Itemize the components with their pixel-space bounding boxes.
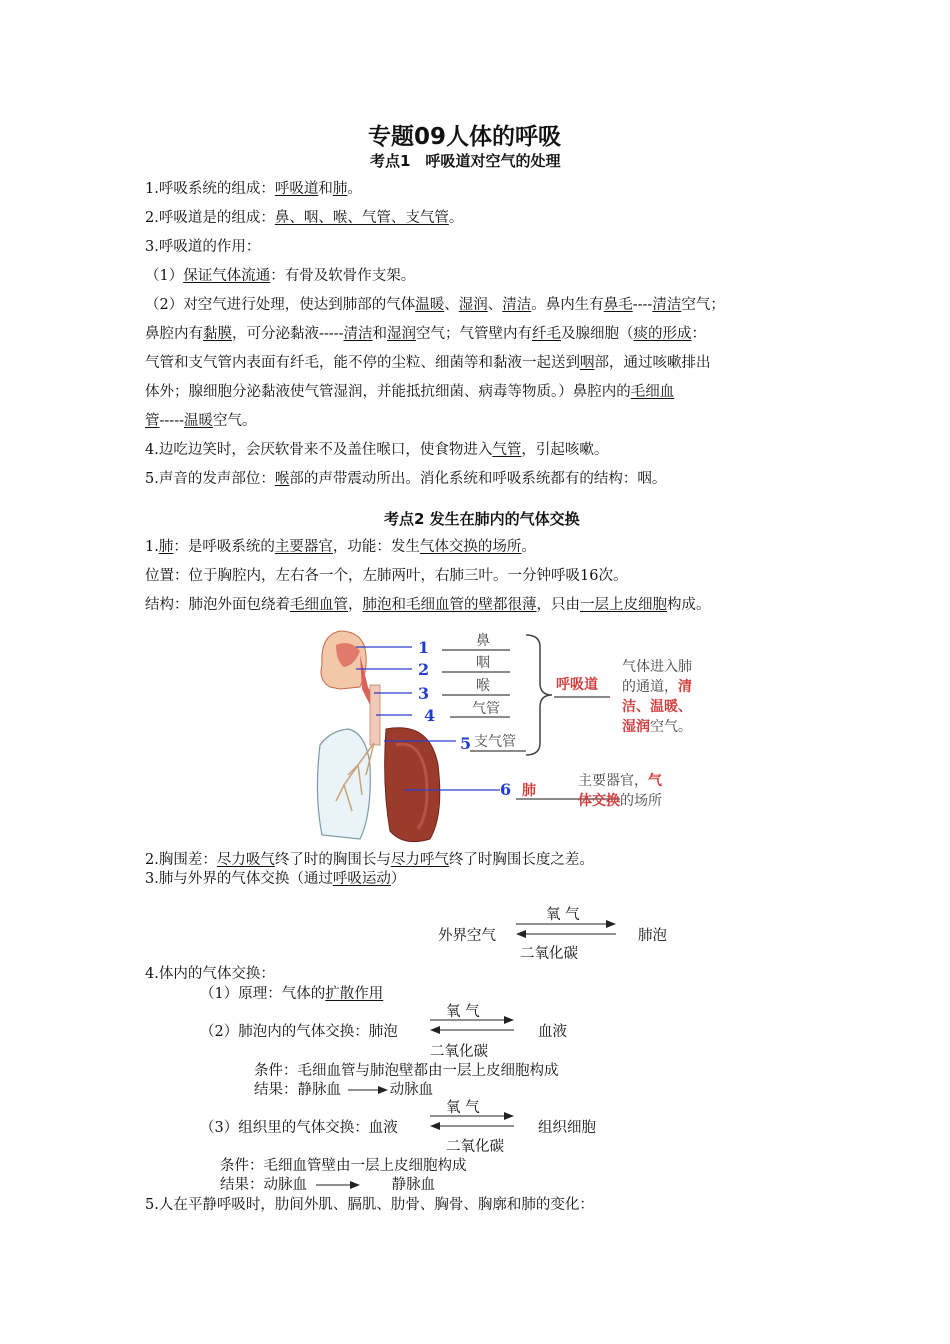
section2-heading: 考点2 发生在肺内的气体交换: [384, 510, 580, 528]
exchange1-arrows: [512, 918, 622, 940]
organ-label-trachea: 气管: [472, 701, 500, 717]
s2-item3: 3.肺与外界的气体交换（通过呼吸运动）: [145, 871, 406, 887]
respiratory-diagram: [300, 625, 720, 847]
s1-item2: 2.呼吸道是的组成：鼻、咽、喉、气管、支气管。: [145, 210, 464, 226]
result-arrow-icon: [312, 1180, 370, 1190]
result-arrow-icon: [346, 1085, 390, 1095]
diagram-number: 3: [418, 684, 430, 703]
exchange1-left: 外界空气: [438, 928, 496, 944]
s1-item1: 1.呼吸系统的组成：呼吸道和肺。: [145, 181, 362, 197]
s1-item3: 3.呼吸道的作用：: [145, 239, 261, 255]
diagram-number: 5: [460, 734, 472, 753]
exchange3-arrows: [426, 1110, 518, 1132]
s2-item5: 5.人在平静呼吸时，肋间外肌、膈肌、肋骨、胸骨、胸廓和肺的变化：: [145, 1197, 594, 1213]
diagram-number: 6: [500, 780, 512, 799]
s1-item3a: （1）保证气体流通：有骨及软骨作支架。: [145, 268, 416, 284]
tract-desc-line2: 的通道，清: [622, 679, 692, 695]
s2-structure: 结构：肺泡外面包绕着毛细血管，肺泡和毛细血管的壁都很薄，只由一层上皮细胞构成。: [145, 597, 711, 613]
exchange3-top: 氧 气: [446, 1100, 480, 1116]
exchange1-bottom: 二氧化碳: [520, 946, 578, 962]
s1-item3b-line1: （2）对空气进行处理，使达到肺部的气体温暖、湿润、清洁。鼻内生有鼻毛----清洁空气；: [145, 297, 725, 313]
exchange2-condition: 条件：毛细血管与肺泡壁都由一层上皮细胞构成: [254, 1063, 559, 1079]
organ-label-larynx: 喉: [476, 678, 490, 694]
tract-label: 呼吸道: [556, 677, 598, 693]
diagram-number: 4: [424, 706, 436, 725]
s2-item2: 2.胸围差：尽力吸气终了时的胸围长与尽力呼气终了时胸围长度之差。: [145, 852, 594, 868]
s1-item5: 5.声音的发声部位：喉部的声带震动所出。消化系统和呼吸系统都有的结构：咽。: [145, 471, 667, 487]
exchange3-right: 组织细胞: [538, 1120, 596, 1136]
s2-position: 位置：位于胸腔内，左右各一个，左肺两叶，右肺三叶。一分钟呼吸16次。: [145, 568, 628, 584]
page-title: 专题09人体的呼吸: [368, 124, 562, 150]
s1-item4: 4.边吃边笑时，会厌软骨来不及盖住喉口，使食物进入气管，引起咳嗽。: [145, 442, 609, 458]
s1-item3b-line3: 气管和支气管内表面有纤毛，能不停的尘粒、细菌等和黏液一起送到咽部，通过咳嗽排出: [145, 355, 711, 371]
exchange2-arrows: [426, 1014, 518, 1036]
exchange3-result: 结果：动脉血 静脉血: [220, 1177, 436, 1193]
exchange3-left: （3）组织里的气体交换：血液: [200, 1120, 398, 1136]
exchange2-left: （2）肺泡内的气体交换：肺泡: [200, 1024, 398, 1040]
exchange2-top: 氧 气: [446, 1004, 480, 1020]
s2-item4a: （1）原理：气体的扩散作用: [200, 986, 384, 1002]
s1-item3b-line5: 管-----温暖空气。: [145, 413, 257, 429]
organ-label-pharynx: 咽: [476, 655, 490, 671]
s2-item1: 1.肺：是呼吸系统的主要器官，功能：发生气体交换的场所。: [145, 539, 536, 555]
lung-desc-line2: 体交换的场所: [578, 793, 662, 809]
exchange3-bottom: 二氧化碳: [446, 1139, 504, 1155]
section1-heading: 考点1 呼吸道对空气的处理: [370, 152, 561, 170]
diagram-number: 2: [418, 660, 430, 679]
tract-desc-line4: 湿润空气。: [622, 719, 692, 735]
organ-label-nose: 鼻: [476, 633, 490, 649]
exchange3-condition: 条件：毛细血管壁由一层上皮细胞构成: [220, 1158, 467, 1174]
tract-desc-line1: 气体进入肺: [622, 659, 692, 675]
tract-desc-line3: 洁、温暖、: [622, 699, 692, 715]
diagram-number: 1: [418, 638, 430, 657]
organ-label-bronchus: 支气管: [474, 734, 516, 750]
s2-item4: 4.体内的气体交换：: [145, 966, 275, 982]
exchange1-right: 肺泡: [638, 928, 667, 944]
exchange1-top: 氧 气: [546, 907, 580, 923]
exchange2-bottom: 二氧化碳: [430, 1044, 488, 1060]
s1-item3b-line2: 鼻腔内有黏膜，可分泌黏液-----清洁和湿润空气；气管壁内有纤毛及腺细胞（痰的形成：: [145, 326, 706, 342]
exchange2-right: 血液: [538, 1024, 567, 1040]
exchange2-result: 结果：静脉血 动脉血: [254, 1082, 434, 1098]
lung-desc-line1: 主要器官，气: [578, 773, 662, 789]
lung-label: 肺: [522, 783, 536, 799]
s1-item3b-line4: 体外；腺细胞分泌黏液使气管湿润，并能抵抗细菌、病毒等物质。）鼻腔内的毛细血: [145, 384, 675, 400]
